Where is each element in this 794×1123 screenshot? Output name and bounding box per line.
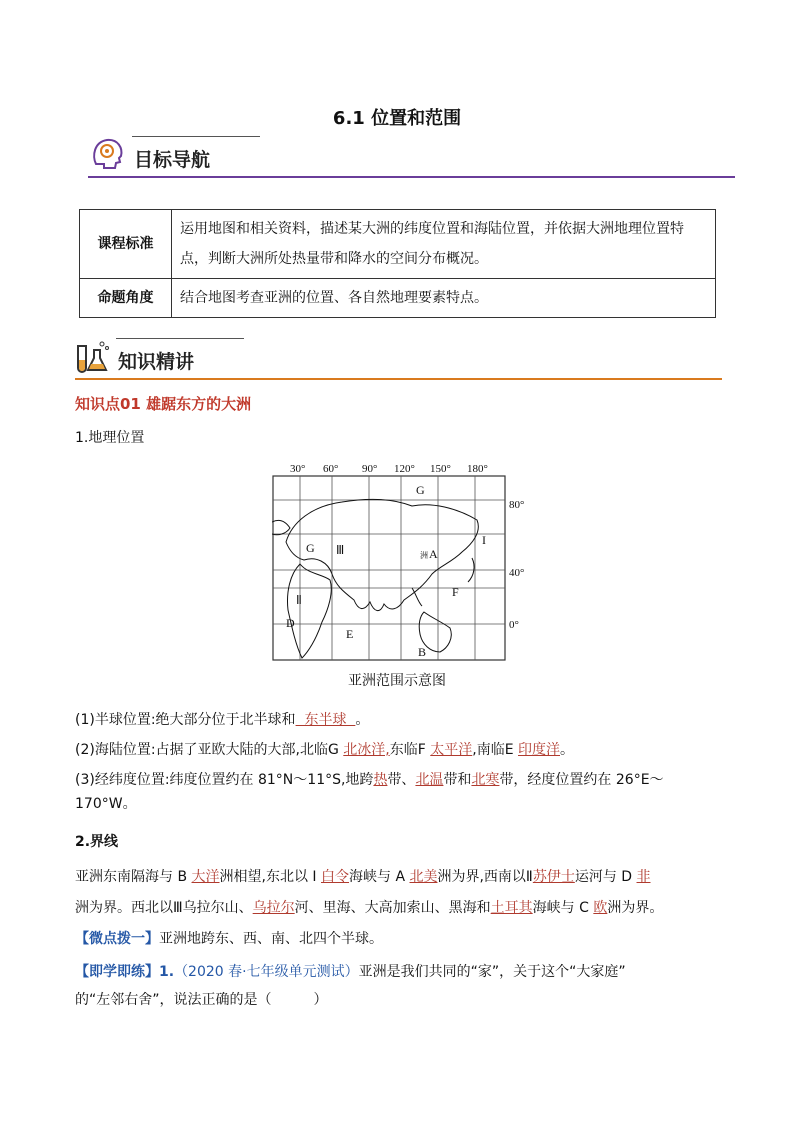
lon-label: 30° bbox=[290, 463, 306, 475]
region-label: A bbox=[429, 547, 438, 561]
table-row bbox=[80, 279, 716, 318]
region-label: Ⅲ bbox=[336, 543, 345, 557]
answer: 北寒 bbox=[471, 772, 500, 788]
answer: 热 bbox=[373, 772, 388, 788]
standards-table bbox=[79, 209, 716, 318]
lat-label: 40° bbox=[509, 567, 525, 579]
region-label: D bbox=[286, 616, 295, 630]
knowledge-section-header bbox=[72, 336, 312, 376]
nav-divider bbox=[88, 176, 735, 178]
lon-label: 60° bbox=[323, 463, 339, 475]
boundary-paragraph: 亚洲东南隔海与 B 大洋洲相望,东北以 I 白令海峡与 A 北美洲为界,西南以Ⅱ苏伊士运河与 D 非 洲为界。西北以Ⅲ乌拉尔山、乌拉尔河、里海、大高加索山、黑海和土耳其海峡与 C 欧洲为界。 bbox=[75, 869, 664, 916]
flask-icon bbox=[72, 336, 112, 376]
knowledge-divider bbox=[75, 378, 722, 380]
answer: 太平洋 bbox=[430, 742, 473, 758]
lon-label: 180° bbox=[467, 463, 488, 475]
answer: 东半球 bbox=[295, 712, 356, 728]
nav-section-header bbox=[88, 134, 328, 174]
table-cell: 结合地图考查亚洲的位置、各自然地理要素特点。 bbox=[172, 279, 716, 318]
region-label: Ⅱ bbox=[296, 593, 302, 607]
answer: 印度洋 bbox=[518, 742, 561, 758]
answer: 北冰洋, bbox=[343, 742, 390, 758]
knowledge-heading: 知识精讲 bbox=[118, 351, 195, 373]
region-label: G bbox=[306, 541, 315, 555]
lat-label: 80° bbox=[509, 499, 525, 511]
tip-line: 【微点拨一】亚洲地跨东、西、南、北四个半球。 bbox=[75, 931, 383, 947]
region-label: G bbox=[416, 483, 425, 497]
lon-label: 120° bbox=[394, 463, 415, 475]
nav-heading: 目标导航 bbox=[134, 149, 211, 171]
geo-position-heading: 1.地理位置 bbox=[75, 430, 145, 446]
answer: 北温 bbox=[415, 772, 444, 788]
lon-label: 150° bbox=[430, 463, 451, 475]
page-title: 6.1 位置和范围 bbox=[332, 108, 462, 129]
item-latlon: (3)经纬度位置:纬度位置约在 81°N～11°S,地跨热带、北温带和北寒带，经度位置约在 26°E～ 170°W。 bbox=[75, 772, 664, 812]
item-sea-land: (2)海陆位置:占据了亚欧大陆的大部,北临G 北冰洋,东临F 太平洋,南临E 印度洋。 bbox=[75, 742, 575, 758]
practice-label: 【即学即练】 bbox=[75, 964, 159, 980]
practice-question: 【即学即练】1.（2020 春·七年级单元测试）亚洲是我们共同的“家”，关于这个“大家庭” 的“左邻右舍”，说法正确的是（ ） bbox=[75, 964, 626, 1008]
table-label: 命题角度 bbox=[80, 279, 172, 318]
table-row bbox=[80, 210, 716, 279]
lon-label: 90° bbox=[362, 463, 378, 475]
table-label: 课程标准 bbox=[80, 210, 172, 279]
tip-label: 【微点拨一】 bbox=[75, 931, 159, 947]
lat-label: 0° bbox=[509, 619, 519, 631]
region-label: E bbox=[346, 627, 354, 641]
boundary-heading: 2.界线 bbox=[75, 834, 119, 850]
table-cell: 运用地图和相关资料，描述某大洲的纬度位置和海陆位置，并依据大洲地理位置特点，判断大洲所处热量带和降水的空间分布概况。 bbox=[172, 210, 716, 279]
region-label: B bbox=[418, 645, 427, 659]
region-label: 洲 bbox=[420, 551, 428, 560]
asia-range-map bbox=[272, 462, 530, 662]
region-label: I bbox=[482, 533, 486, 547]
item-hemisphere: (1)半球位置:绝大部分位于北半球和 东半球 。 bbox=[75, 712, 370, 728]
region-label: F bbox=[452, 585, 459, 599]
knowledge-point-title: 知识点01 雄踞东方的大洲 bbox=[75, 395, 252, 413]
head-gear-icon bbox=[88, 134, 128, 174]
map-caption: 亚洲范围示意图 bbox=[348, 673, 446, 689]
